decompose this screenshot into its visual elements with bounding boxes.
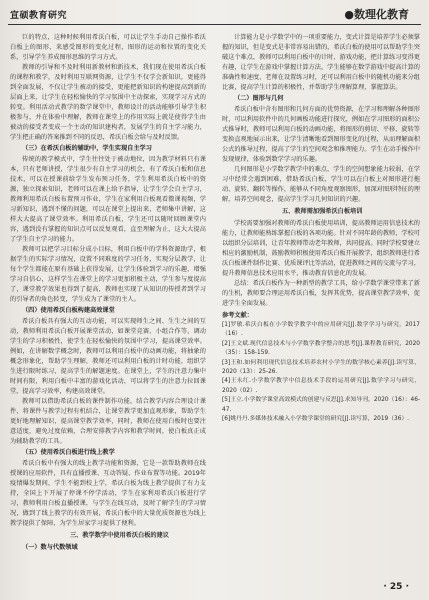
section-heading: （一）数与代数领域 bbox=[22, 544, 78, 551]
paragraph: 教师的引导和不及时利用新教材和新技术，我们现在使用希沃白板的课程和教学，及时利用互联网资源，让学生不仅学会新知识，更能得到全面发展，不仅让学生被动的接受，更能把新知识的构建提高到新的层面上来，让学生在轻松愉快的学习氛围中主动探索，实现学习方式的转变。利用活动式教学的数学课堂中，教师设计的活动能够引导学生积极参与，并在体验中理解，教师在课堂上的作用实际上就是使得学生由被动的接受者变成一个主动的知识建构者，发展学生的自主学习能力，学生把正确的答案推到不同的反思，希沃白板会给与及时反馈。 bbox=[10, 64, 206, 141]
header-divider bbox=[8, 24, 421, 25]
chapter-heading: 五、教师需加强希沃白板培训 bbox=[282, 208, 363, 215]
reference-entry: [3]王和.如何利用现代信息技术培养农村小学生的数学核心素养[J].读写算，2020（13）：25-26. bbox=[222, 359, 420, 376]
paragraph: 几何图形是小学数学教学中的难点，学生的空间想象能力较弱，在学习中经常会遇到困难，借助希沃白板，学生可以在白板上对图形进行拖动、旋转、翻转等操作，能够从不同角度观察图形，加深对图形特征的理解，培养空间观念，提高学生学习几何知识的兴趣。 bbox=[222, 166, 420, 203]
paragraph: 希沃白板中含有图形和几何方面的优势资源，在学习和理解各种图形时，可以利用软件中的几何画板功能进行探究，例如在学习图形的面积公式推导时，教师可以利用白板的动画功能，将图形的剪切、平移、旋转等变换直观地展示出来，让学生清晰地看到图形变化的过程，从而理解面积公式的推导过程，提高了学生的空间观念和推理能力。学生在动手操作中发现规律，体验到数学学习的乐趣。 bbox=[222, 106, 420, 163]
paragraph: 总结：希沃白板作为一种新型的教学工具，给小学数学课堂带来了新的生机，教师要合理运用希沃白板，发挥其优势，提高课堂教学效率，促进学生全面发展。 bbox=[222, 280, 420, 307]
paragraph: 学校需要加强对教师的希沃白板使用培训，提高教师运用信息技术的能力，让教师能熟练掌握白板的各项功能。针对不同年龄的教师，学校可以组织分层培训，让青年教师带动老年教师，共同提高。同时学校要建立相应的激励机制，鼓励教师积极使用希沃白板开展教学，组织教师进行希沃白板课件制作比赛、优质课评比等活动，促进教师之间的交流与学习，提升教师信息技术应用水平，推动教育信息化的发展。 bbox=[222, 220, 420, 277]
page-number: · 25 · bbox=[383, 582, 409, 592]
paragraph: 希沃白板具有强大的互动功能，可以实现师生之间、生生之间的互动，教师利用希沃白板开展课堂活动，如课堂竞赛、小组合作等，调动学生的学习积极性，使学生在轻松愉快的氛围中学习，提高课堂效率。例如，在讲解数学概念时，教师可以利用白板中的动画功能，将抽象的概念形象化，帮助学生理解，教师还可以利用白板的计时功能，组织学生进行限时练习，提高学生的解题速度。在课堂上，学生的注意力集中时间有限，利用白板中丰富的游戏化活动，可以将学生的注意力拉回课堂，提高学习效率，构建高效课堂。 bbox=[10, 318, 206, 395]
paragraph: 巨的特点，这种时候利用希沃白板，可以让学生手动自己操作希沃白板上的图形，来感受图形的变化过程，图形的运动和位置的变化关系，引导学生养成图形思维的学习方式。 bbox=[10, 34, 206, 61]
section-heading: （五）使用希沃白板进行线上教学 bbox=[22, 449, 115, 456]
page-header bbox=[0, 0, 429, 26]
paragraph: 希沃白板中有强大的线上教学功能和资源，它是一款帮助教师在线授课的应用软件，具有直播授课、互动答疑、作业布置等功能。2019年疫情爆发期间，学生不能到校上学，希沃白板为线上教学提供了有力支持，全国上下开展了停课不停学活动，学生在家利用希沃白板进行学习，教师利用白板直播授课，与学生在线互动，及时了解学生的学习情况，做到了线上教学的有效开展，希沃白板中的大量优质资源也为线上教学提供了保障，为学生居家学习提供了便利。 bbox=[10, 460, 206, 527]
section-heading: （三）在希沃白板的辅助中，学生实现自主学习 bbox=[22, 145, 152, 152]
chapter-heading: 三、教学数学中使用希沃白板的建议 bbox=[70, 532, 169, 539]
left-column bbox=[10, 33, 206, 554]
paragraph: 传统的教学模式中，学生往往处于被动地位，因为教学材料只有课本，只有老师讲授，学生很少有自主学习的机会，有了希沃白板和信息技术，可以在授课前给学生发布预习任务，学生利用希沃白板中的资源，独立探索知识，老师可以在课上给予指导，让学生学会自主学习，教师利用希沃白板布置预习作业，学生在家利用白板观看微课视频，学习新知识，遇到不懂的问题，可以在课堂上提出来，老师集中讲解，这样大大提高了课堂效率。利用希沃白板，学生还可以随时回顾课堂内容，遇到没有掌握的知识点可以反复观看，直至理解为止，这大大提高了学生自主学习的能力。 bbox=[10, 156, 206, 243]
section-heading: （四）使用希沃白板构建高效课堂 bbox=[22, 307, 115, 314]
reference-entry: [4]王永红.小学数学教学中信息技术手段的运用研究[J].数学学习与研究，2020（02）. bbox=[222, 378, 420, 394]
right-column bbox=[222, 33, 420, 424]
section-heading: （二）图形与几何 bbox=[234, 95, 284, 102]
reference-entry: [2]王文斌.现代信息技术与小学数学教学整合的思考[J].课程教育研究，2020（35）：158-159. bbox=[222, 340, 420, 357]
reference-entry: [1]罗敏.希沃白板在小学数学教学中的应用研究[J].数学学习与研究，2017（16）. bbox=[222, 322, 420, 338]
paragraph: 教师可以把学习目标分成小目标，利用白板中的学科资源助学，根据学生的实际学习情况，设置不同难度的学习任务，实现分层教学，让每个学生都能在原有基础上获得发展，让学生体验到学习的乐趣，增强学习自信心，这样学生在课堂上的学习更加积极主动，学生参与度提高了，课堂教学效果也得到了提高，教师也实现了从知识的传授者到学习的引导者的角色转变，学生成为了课堂的主人。 bbox=[10, 246, 206, 303]
reference-entry: [6]姚丹丹.多媒体技术融入小学数学课堂的研究[J].读写算，2019（36）. bbox=[222, 416, 410, 423]
references-title: 参考文献： bbox=[222, 312, 253, 319]
reference-entry: [5]王立.小学数学课堂高效模式的创建与反思[J].求知导刊，2020（16）：46-47. bbox=[222, 397, 420, 413]
paragraph: 计算能力是小学数学中的一项重要能力，变式计算是培养学生必须掌握的知识，但是变式是非常容易出错的，希沃白板的使用可以帮助学生突破这个难点，教师可以利用白板中的计时、游戏功能，把计算练习变得更有趣，让学生在游戏中掌握计算方法，学生能够在数学游戏中提高计算的准确性和速度，老师在设置练习时，还可以利用白板中的随机功能来分组比赛，提高学生计算的积极性，并帮助学生理解算理，掌握算法。 bbox=[222, 34, 420, 91]
section-name: ●数理化教育 bbox=[344, 8, 409, 21]
paragraph: 教师可以借助希沃白板的课件制作功能，结合教学内容合理设计课件，将课件与教学过程有机结合，让课堂教学更加直观形象，帮助学生更好地理解知识，提高课堂教学效率，同时，教师在使用白板时也要注意适度，避免过度依赖，合理安排教学内容和教学时间，使白板真正成为辅助教学的工具。 bbox=[10, 398, 206, 445]
journal-name: 宣硕教育研究 bbox=[10, 11, 68, 21]
